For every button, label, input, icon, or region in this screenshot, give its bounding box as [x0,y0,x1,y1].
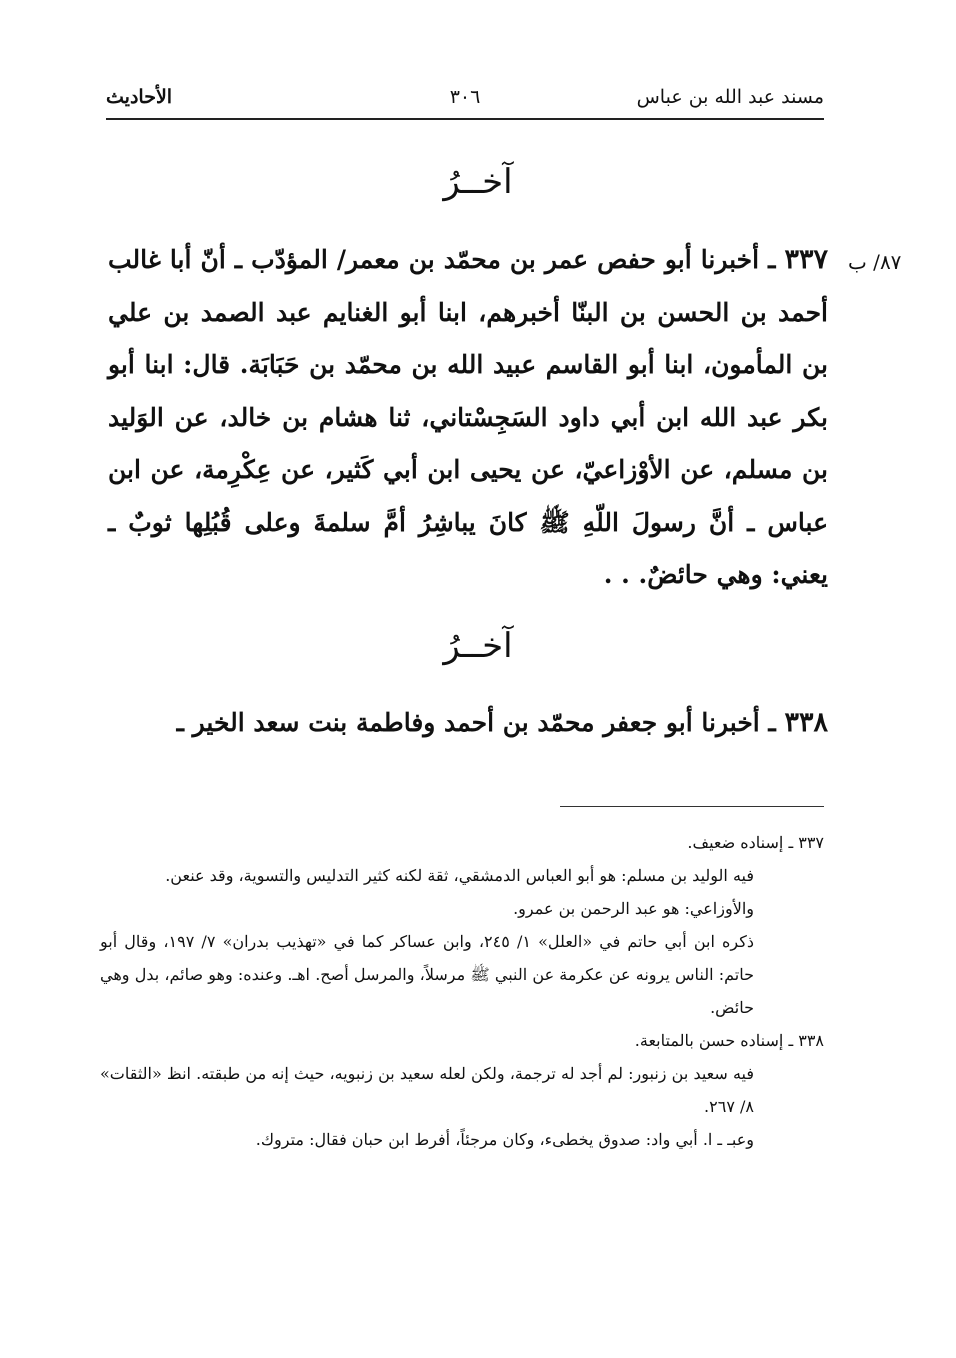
footnote-337-line: والأوزاعي: هو عبد الرحمن بن عمرو. [513,899,754,918]
hadith-number: ٣٣٧ [784,244,828,275]
book-title: مسند عبد الله بن عباس [636,86,824,108]
footnote-337-head: ٣٣٧ ـ إسناده ضعيف. [687,833,824,852]
hadith-number: ٣٣٨ [784,707,828,738]
hadith-337 [108,234,828,602]
footnotes [100,826,824,1156]
footnote-338-head: ٣٣٨ ـ إسناده حسن بالمتابعة. [634,1031,824,1050]
running-header [106,86,824,120]
page-number: ٣٠٦ [449,86,481,108]
hadith-text: ـ أخبرنا أبو حفص عمر بن محمّد بن معمر/ المؤدّب ـ أنّ أبا غالب أحمد بن الحسن بن البنّا أخبرهم، ابنا أبو الغنايم عبد الصمد بن علي بن المأمون، ابنا أبو القاسم عبيد الله بن محمّد بن حَبَابَة. قال: ابنا أبو بكر عبد الله ابن أبي داود السَجِسْتاني، ثنا هشام بن خالد، عن الوَليد بن مسلم، عن الأوْزاعيّ، عن يحيى ابن أبي كَثير، عن عِكْرِمة، عن ابن عباس ـ أنَّ رسولَ اللّهِ ﷺ كانَ يباشِرُ أمَّ سلمةَ وعلى قُبُلِها ثوبٌ ـ يعني: وهي حائضٌ. . . [108,245,828,589]
footnote-338-line: وعبـ ـ ا. أبي واد: صدوق يخطىء، وكان مرجئاً، أفرط ابن حبان فقال: متروك. [255,1130,754,1149]
section-heading-1: آخــرُ [443,162,513,202]
footnote-337-line: فيه الوليد بن مسلم: هو أبو العباس الدمشقي، ثقة لكنه كثير التدليس والتسوية، وقد عنعن. [165,866,754,885]
footnote-337-line: ذكره ابن أبي حاتم في «العلل» ١/ ٢٤٥، وابن عساكر كما في «تهذيب بدران» ٧/ ١٩٧، وقال أبو حاتم: الناس يرونه عن عكرمة عن النبي ﷺ مرسلاً، والمرسل أصح. اهـ. وعنده: وهو صائم، بدل وهي حائض. [100,932,755,1017]
section-title: الأحاديث [106,86,173,108]
margin-folio-note: ٨٧/ ب [848,250,902,274]
footnote-338-line: فيه سعيد بن زنبور: لم أجد له ترجمة، ولكن لعله سعيد بن زنبويه، حيث إنه من طبقته. انظ «الثقات» ٨/ ٢٦٧. [100,1064,754,1116]
section-heading-2: آخــرُ [443,626,513,666]
hadith-text: ـ أخبرنا أبو جعفر محمّد بن أحمد وفاطمة بنت سعد الخير ـ [176,708,776,737]
hadith-338 [108,697,828,750]
footnote-rule [560,806,824,807]
